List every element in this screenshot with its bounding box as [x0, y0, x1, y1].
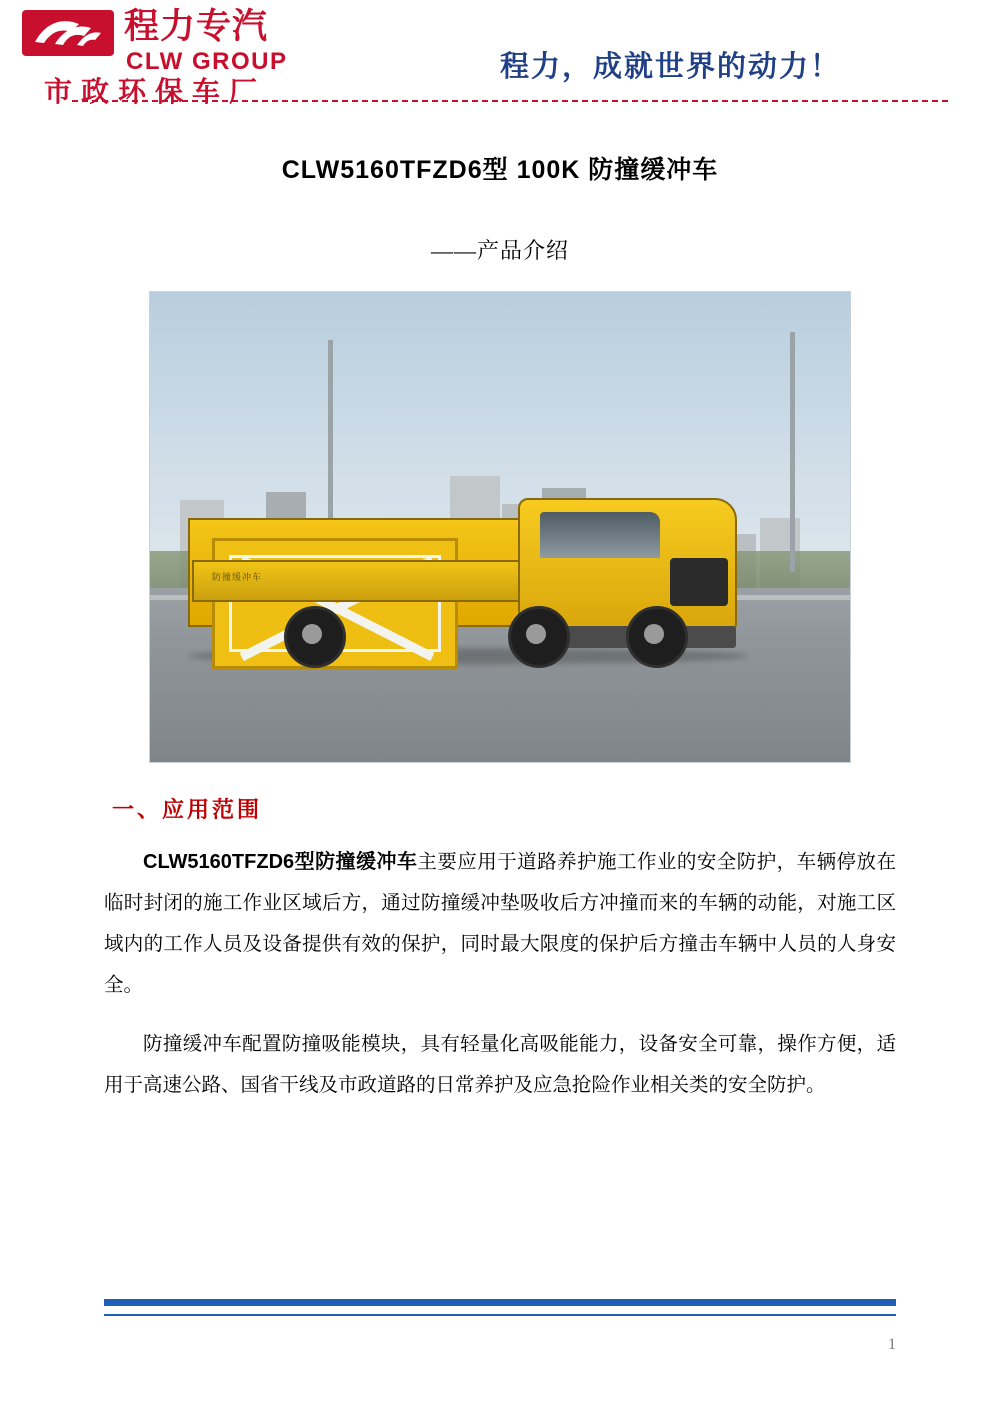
page-subtitle: ——产品介绍: [430, 238, 569, 263]
clw-swoosh-logo-icon: [22, 10, 114, 56]
brand-name-en: CLW GROUP: [126, 48, 288, 75]
truck-grille: [670, 558, 728, 606]
truck-wheel-rear: [284, 606, 346, 668]
page-title: CLW5160TFZD6型 100K 防撞缓冲车: [281, 156, 719, 184]
photo-truck: [188, 410, 813, 710]
paragraph-application-scope-rest: 主要应用于道路养护施工作业的安全防护，车辆停放在临时封闭的施工作业区域后方，通过防撞缓冲垫吸收后方冲撞而来的车辆的动能，对施工区域内的工作人员及设备提供有效的保护，同时最大限度的保护后方撞击车辆中人员的人身安全。: [104, 852, 896, 996]
brand-name-cn: 程力专汽: [124, 7, 269, 46]
truck-wheel-front: [626, 606, 688, 668]
truck-wheel-mid: [508, 606, 570, 668]
truck-side-label: 防撞缓冲车: [212, 572, 263, 582]
footer-divider-thin: [104, 1314, 896, 1316]
page-number: 1: [888, 1336, 896, 1353]
truck-deck: [192, 560, 526, 602]
product-photo: [149, 291, 851, 763]
brand-subtitle: 市政环保车厂: [44, 76, 267, 107]
header-divider: [72, 100, 948, 102]
truck-window: [540, 512, 660, 558]
footer-divider-thick: [104, 1299, 896, 1306]
company-logo: [22, 7, 322, 107]
paragraph-energy-absorption: 防撞缓冲车配置防撞吸能模块，具有轻量化高吸能能力，设备安全可靠，操作方便，适用于高速公路、国省干线及市政道路的日常养护及应急抢险作业相关类的安全防护。: [104, 1034, 896, 1096]
company-slogan: 程力，成就世界的动力！: [500, 51, 842, 83]
model-name-bold: CLW5160TFZD6型防撞缓冲车: [143, 851, 418, 873]
page-header: [0, 0, 1000, 112]
paragraph-application-scope: [104, 842, 896, 1006]
section-heading-application-scope: 一、应用范围: [112, 797, 263, 822]
